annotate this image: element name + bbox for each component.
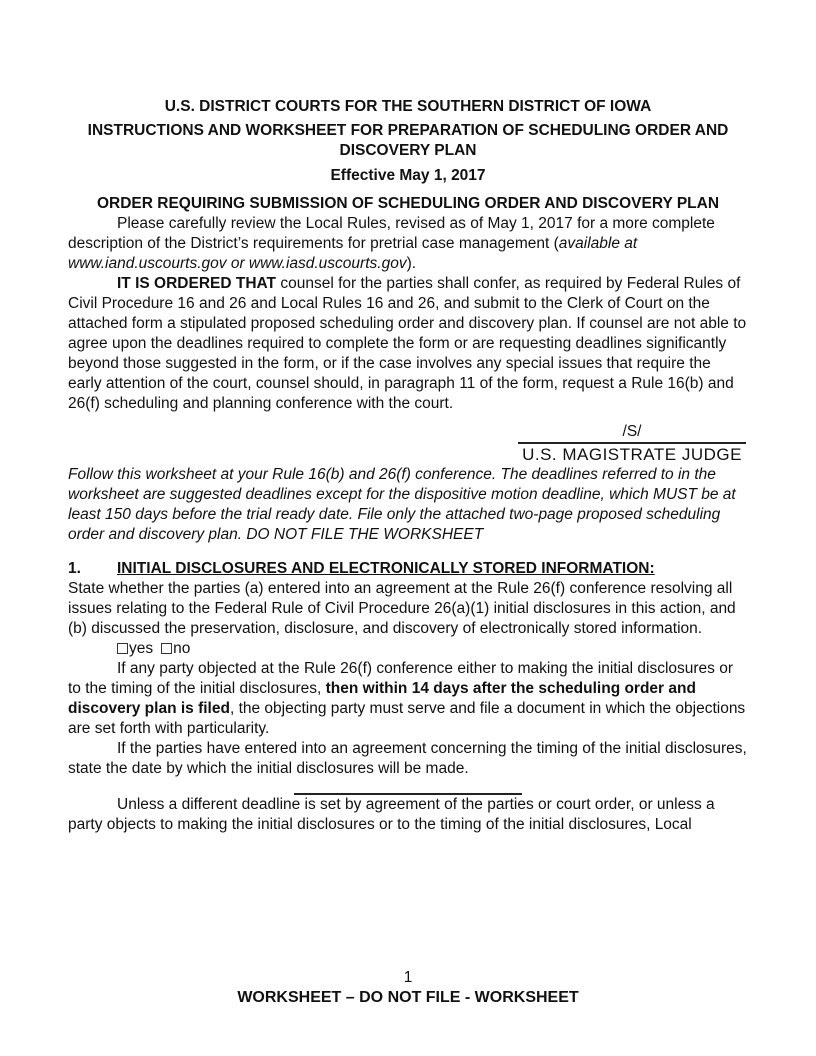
section-1-number: 1. xyxy=(68,560,81,577)
court-title: U.S. DISTRICT COURTS FOR THE SOUTHERN DISTRICT OF IOWA xyxy=(164,98,652,115)
order-title: ORDER REQUIRING SUBMISSION OF SCHEDULING ORDER AND DISCOVERY PLAN xyxy=(96,195,720,212)
website-reference: available at www.iand.uscourts.gov or www.iasd.uscourts.gov xyxy=(68,235,638,272)
objection-deadline-bold: then within 14 days after the scheduling order and discovery plan is filed xyxy=(68,680,696,717)
intro-paragraph-1-closing: ). xyxy=(406,255,417,272)
ordered-that-lead: IT IS ORDERED THAT xyxy=(117,275,277,292)
magistrate-judge-label: U.S. MAGISTRATE JUDGE xyxy=(522,445,742,464)
page-number: 1 xyxy=(403,969,413,986)
agreement-paragraph: If the parties have entered into an agreement concerning the timing of the initial disclosures, state the date by which the initial disclosures will be made. xyxy=(68,740,747,777)
yes-checkbox-group xyxy=(117,640,153,657)
signature-s-line: /S/ xyxy=(518,422,746,444)
instructions-title-line1: INSTRUCTIONS AND WORKSHEET FOR PREPARATION OF SCHEDULING ORDER AND xyxy=(87,122,729,139)
instructions-title-line2: DISCOVERY PLAN xyxy=(339,142,477,159)
yes-checkbox-label: yes xyxy=(129,640,154,657)
effective-date: Effective May 1, 2017 xyxy=(330,167,486,184)
worksheet-note: Follow this worksheet at your Rule 16(b) and 26(f) conference. The deadlines referred to in the worksheet are suggested deadlines except for the dispositive motion deadline, which MUST be at least 150 days before the trial ready date. File only the attached two-page proposed scheduling order and discovery plan. DO NOT FILE THE WORKSHEET xyxy=(68,466,736,543)
checkbox-row xyxy=(117,639,748,659)
date-blank-line[interactable] xyxy=(294,779,522,795)
page-footer xyxy=(0,968,816,1008)
section-1-body: State whether the parties (a) entered into an agreement at the Rule 26(f) conference resolving all issues relating to the Federal Rule of Civil Procedure 26(a)(1) initial disclosures in this action, and (b) discussed the preservation, disclosure, and discovery of electronically stored information. xyxy=(68,580,736,637)
objection-paragraph-pre: If any party objected at the Rule 26(f) conference either to making the initial disclosures or to the timing of the initial disclosures, xyxy=(68,660,734,697)
footer-warning: WORKSHEET – DO NOT FILE - WORKSHEET xyxy=(237,989,579,1006)
no-checkbox[interactable] xyxy=(161,643,172,654)
instructions-title xyxy=(68,121,748,161)
section-1-heading xyxy=(68,559,748,579)
unless-paragraph: Unless a different deadline is set by agreement of the parties or court order, or unless a party objects to making the initial disclosures or to the timing of the initial disclosures, Local xyxy=(68,796,715,833)
signature-block xyxy=(518,422,746,465)
intro-paragraph-1 xyxy=(68,214,748,274)
yes-checkbox[interactable] xyxy=(117,643,128,654)
intro-paragraph-2 xyxy=(68,274,748,414)
objection-paragraph-post: , the objecting party must serve and file a document in which the objections are set forth with particularity. xyxy=(68,700,746,737)
no-checkbox-group xyxy=(161,640,190,657)
no-checkbox-label: no xyxy=(173,640,191,657)
intro-paragraph-2-text: counsel for the parties shall confer, as required by Federal Rules of Civil Procedure 16 and 26 and Local Rules 16 and 26, and submit to the Clerk of Court on the attached form a stipulated proposed scheduling order and discovery plan. If counsel are not able to agree upon the deadlines required to complete the form or are requesting deadlines significantly beyond those suggested in the form, or if the case involves any special issues that require the early attention of the court, counsel should, in paragraph 11 of the form, request a Rule 16(b) and 26(f) scheduling and planning conference with the court. xyxy=(68,275,747,412)
section-1-heading-text: INITIAL DISCLOSURES AND ELECTRONICALLY STORED INFORMATION: xyxy=(117,560,655,577)
intro-paragraph-1-text: Please carefully review the Local Rules, revised as of May 1, 2017 for a more complete description of the District’s requirements for pretrial case management ( xyxy=(68,215,715,252)
objection-paragraph xyxy=(68,659,748,739)
